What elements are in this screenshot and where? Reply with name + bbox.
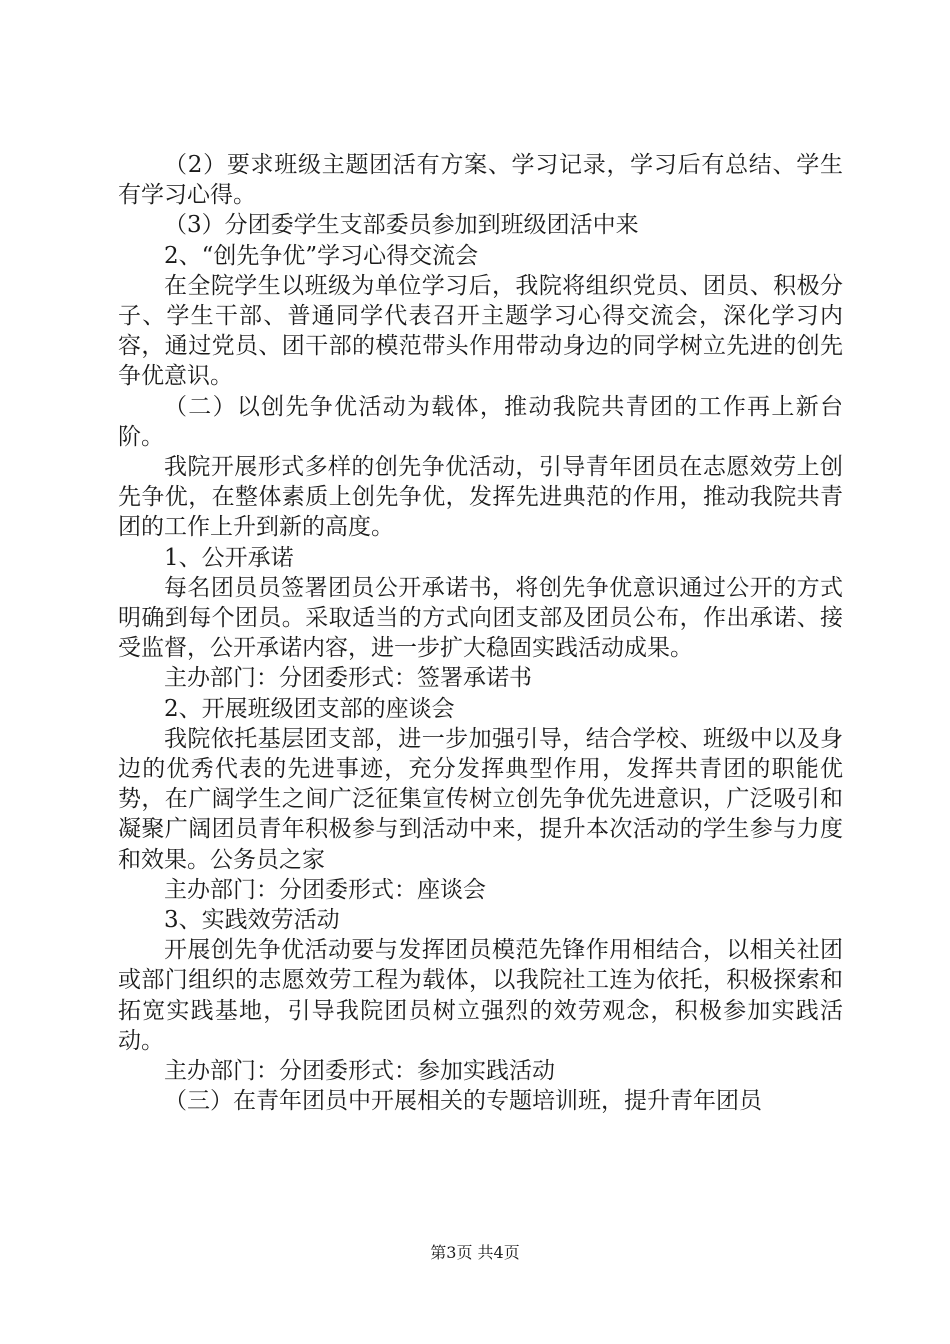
paragraph-requirement-2: （2）要求班级主题团活有方案、学习记录，学习后有总结、学生有学习心得。 xyxy=(118,152,843,209)
paragraph-section-two: 我院开展形式多样的创先争优活动，引导青年团员在志愿效劳上创先争优，在整体素质上创先争优，发挥先进典范的作用，推动我院共青团的工作上升到新的高度。 xyxy=(118,454,843,541)
paragraph-symposium: 我院依托基层团支部，进一步加强引导，结合学校、班级中以及身边的优秀代表的先进事迹，充分发挥典型作用，发挥共青团的职能优势，在广阔学生之间广泛征集宣传树立创先争优先进意识，广泛吸引和凝聚广阔团员青年积极参与到活动中来，提升本次活动的学生参与力度和效果。公务员之家 xyxy=(118,725,843,873)
paragraph-practice-service: 开展创先争优活动要与发挥团员模范先锋作用相结合，以相关社团或部门组织的志愿效劳工程为载体，以我院社工连为依托，积极探索和拓宽实践基地，引导我院团员树立强烈的效劳观念，积极参加实践活动。 xyxy=(118,937,843,1054)
heading-symposium: 2、开展班级团支部的座谈会 xyxy=(164,695,455,722)
organizer-line-symposium: 主办部门：分团委形式：座谈会 xyxy=(164,876,486,903)
paragraph-public-pledge: 每名团员员签署团员公开承诺书，将创先争优意识通过公开的方式明确到每个团员。采取适当的方式向团支部及团员公布，作出承诺、接受监督，公开承诺内容，进一步扩大稳固实践活动成果。 xyxy=(118,574,843,662)
organizer-line-pledge: 主办部门：分团委形式：签署承诺书 xyxy=(164,665,532,692)
organizer-line-practice: 主办部门：分团委形式：参加实践活动 xyxy=(164,1058,555,1085)
heading-public-pledge: 1、公开承诺 xyxy=(164,544,294,571)
page-number-label: 第3页 共4页 xyxy=(430,1243,520,1262)
paragraph-requirement-3: （3）分团委学生支部委员参加到班级团活中来 xyxy=(164,212,639,239)
heading-exchange-meeting: 2、“创先争优”学习心得交流会 xyxy=(164,242,479,269)
heading-section-three: （三）在青年团员中开展相关的专题培训班，提升青年团员 xyxy=(164,1088,762,1115)
heading-practice-service: 3、实践效劳活动 xyxy=(164,907,340,934)
page-footer xyxy=(0,1243,950,1263)
heading-section-two: （二）以创先争优活动为载体，推动我院共青团的工作再上新台阶。 xyxy=(118,393,843,450)
document-body xyxy=(118,150,843,1117)
paragraph-exchange-meeting: 在全院学生以班级为单位学习后，我院将组织党员、团员、积极分子、学生干部、普通同学代表召开主题学习心得交流会，深化学习内容，通过党员、团干部的模范带头作用带动身边的同学树立先进的创先争优意识。 xyxy=(118,272,843,390)
